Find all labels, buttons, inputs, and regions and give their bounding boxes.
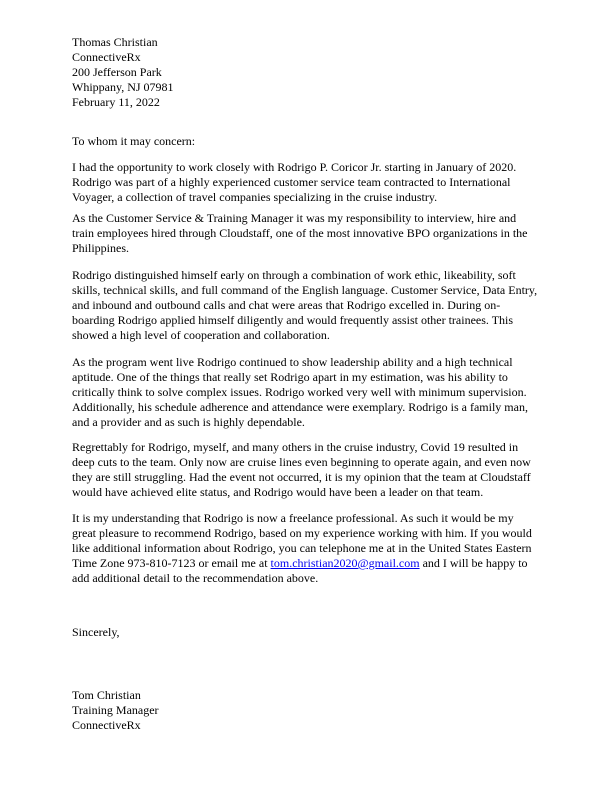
paragraph-line: Philippines.: [72, 241, 130, 255]
paragraph-6: [72, 511, 542, 586]
paragraph-line: critically think to solve complex issues. Rodrigo worked very well with minimum supervision.: [72, 385, 527, 399]
sender-address-block: [72, 35, 542, 110]
paragraph-line: It is my understanding that Rodrigo is now a freelance professional. As such it would be my: [72, 511, 514, 525]
paragraph-line: would have achieved elite status, and Rodrigo would have been a leader on that team.: [72, 485, 484, 499]
paragraph-line: As the program went live Rodrigo continued to show leadership ability and a high technical: [72, 355, 513, 369]
paragraph-3: [72, 268, 542, 343]
paragraph-line: and a provider and as such is highly dependable.: [72, 415, 305, 429]
paragraph-line: Rodrigo distinguished himself early on through a combination of work ethic, likeability, soft: [72, 268, 516, 282]
closing: Sincerely,: [72, 625, 120, 639]
sender-city-state-zip: Whippany, NJ 07981: [72, 80, 174, 94]
paragraph-line: showed a high level of cooperation and collaboration.: [72, 328, 330, 342]
paragraph-line: boarding Rodrigo applied himself diligently and would frequently assist other trainees. This: [72, 313, 514, 327]
paragraph-line: aptitude. One of the things that really set Rodrigo apart in my estimation, was his ability to: [72, 370, 508, 384]
signature-block: [72, 688, 542, 733]
paragraph-line: train employees hired through Cloudstaff, one of the most innovative BPO organizations in the: [72, 226, 528, 240]
contact-text-after: and I will be happy to: [419, 556, 528, 570]
closing-block: [72, 625, 542, 640]
paragraph-line: Rodrigo was part of a highly experienced customer service team contracted to International: [72, 175, 511, 189]
email-link[interactable]: tom.christian2020@gmail.com: [270, 556, 420, 570]
sender-company: ConnectiveRx: [72, 50, 141, 64]
paragraph-line: add additional detail to the recommendation above.: [72, 571, 319, 585]
paragraph-1: [72, 160, 542, 205]
paragraph-line: I had the opportunity to work closely with Rodrigo P. Coricor Jr. starting in January of 2020.: [72, 160, 517, 174]
paragraph-line: skills, technical skills, and full command of the English language. Customer Service, Data Entry,: [72, 283, 538, 297]
paragraph-5: [72, 440, 542, 500]
signature-company: ConnectiveRx: [72, 718, 141, 732]
paragraph-line: they are still struggling. Had the event not occurred, it is my opinion that the team at Cloudstaff: [72, 470, 531, 484]
paragraph-line: Additionally, his schedule adherence and attendance were exemplary. Rodrigo is a family man,: [72, 400, 528, 414]
letter-date: February 11, 2022: [72, 95, 160, 109]
salutation-block: [72, 134, 542, 149]
paragraph-2: [72, 211, 542, 256]
paragraph-line: and inbound and outbound calls and chat were areas that Rodrigo excelled in. During on-: [72, 298, 501, 312]
signature-name: Tom Christian: [72, 688, 141, 702]
paragraph-line-with-email: [72, 556, 542, 571]
paragraph-line: As the Customer Service & Training Manager it was my responsibility to interview, hire and: [72, 211, 517, 225]
paragraph-line: Voyager, a collection of travel companies specializing in the cruise industry.: [72, 190, 438, 204]
paragraph-line: like additional information about Rodrigo, you can telephone me at in the United States Eastern: [72, 541, 532, 555]
signature-title: Training Manager: [72, 703, 159, 717]
sender-street: 200 Jefferson Park: [72, 65, 162, 79]
paragraph-line: Regrettably for Rodrigo, myself, and many others in the cruise industry, Covid 19 resulted in: [72, 440, 519, 454]
salutation: To whom it may concern:: [72, 134, 196, 148]
paragraph-4: [72, 355, 542, 430]
contact-text-before: Time Zone 973-810-7123 or email me at: [72, 556, 271, 570]
paragraph-line: great pleasure to recommend Rodrigo, based on my experience working with him. If you would: [72, 526, 532, 540]
sender-name: Thomas Christian: [72, 35, 158, 49]
paragraph-line: deep cuts to the team. Only now are cruise lines even beginning to operate again, and even now: [72, 455, 531, 469]
